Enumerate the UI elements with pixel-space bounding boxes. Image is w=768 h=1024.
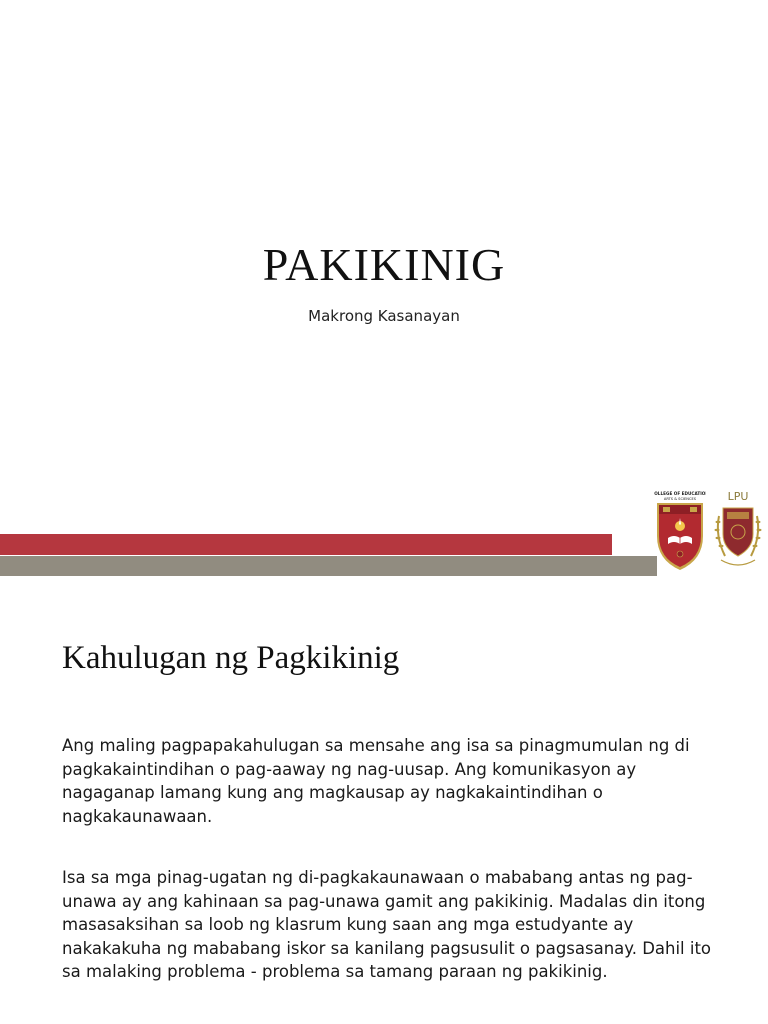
- lpu-seal-icon: [713, 486, 763, 572]
- svg-text:ARTS & SCIENCES: ARTS & SCIENCES: [663, 497, 697, 501]
- svg-text:COLLEGE OF EDUCATION: COLLEGE OF EDUCATION: [654, 491, 706, 496]
- body-paragraph-2: Isa sa mga pinag-ugatan ng di-pagkakaunawaan o mababang antas ng pag-unawa ay ang kahinaan sa pag-unawa gamit ang pakikinig. Madalas din itong masasaksihan sa loob ng klasrum kung saan ang mga estudyante ay nakakakuha ng mababang iskor sa kanilang pagsusulit o pagsasanay. Dahil ito sa malaking problema - problema sa tamang paraan ng pakikinig.: [62, 868, 712, 981]
- lpu-logo-lettering: LPU: [727, 490, 749, 503]
- body-paragraph-1: Ang maling pagpapakahulugan sa mensahe ang isa sa pinagmumulan ng di pagkakaintindihan o pag-aaway ng nag-uusap. Ang komunikasyon ay nagaganap lamang kung ang magkausap ay nagkakaintindihan o nagkakaunawaan.: [62, 736, 690, 826]
- section-heading: Kahulugan ng Pagkikinig: [62, 640, 400, 676]
- coe-shield-icon: [654, 488, 706, 572]
- red-accent-band: [0, 534, 612, 555]
- slide-subtitle: Makrong Kasanayan: [308, 307, 460, 325]
- slide-title: PAKIKINIG: [262, 239, 506, 290]
- gray-accent-band: [0, 556, 657, 576]
